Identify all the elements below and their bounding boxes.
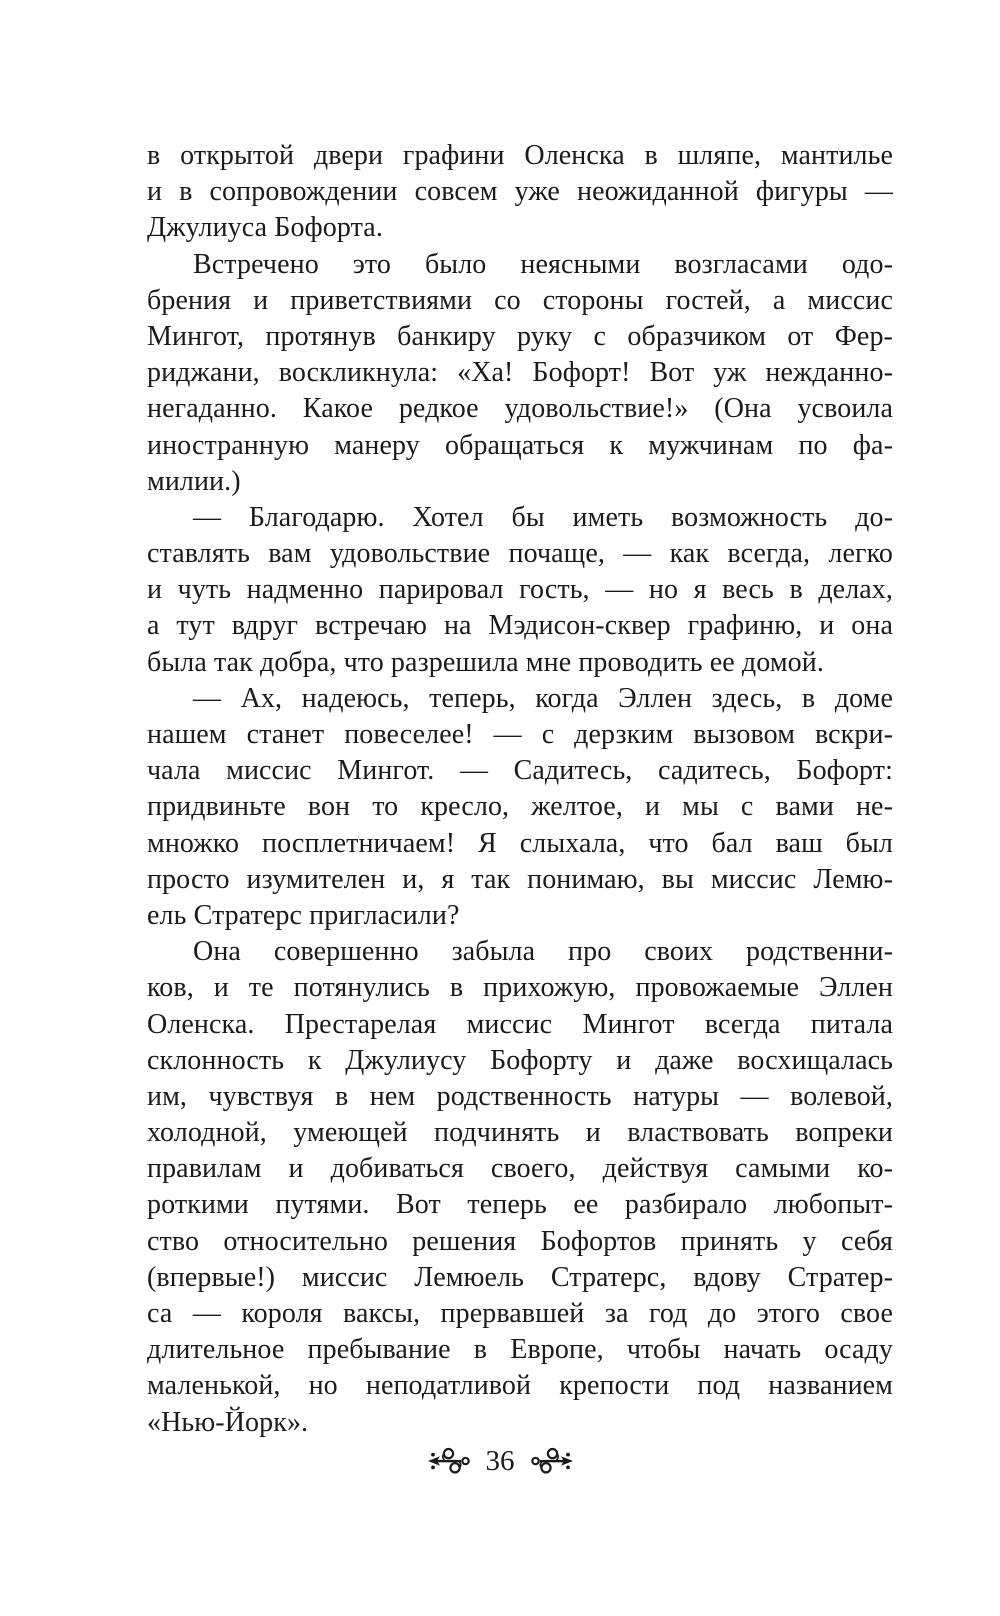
text-line: нашем станет повеселее! — с дерзким вызовом вскри- xyxy=(147,719,893,750)
text-line: маленькой, но неподатливой крепости под названием xyxy=(147,1370,893,1402)
text-line: длительное пребывание в Европе, чтобы начать осаду xyxy=(147,1334,893,1366)
text-line: холодной, умеющей подчинять и властвовать вопреки xyxy=(147,1117,893,1149)
text-line: — Благодарю. Хотел бы иметь возможность до- xyxy=(193,501,893,533)
text-line: Джулиуса Бофорта. xyxy=(147,212,383,244)
text-line: Мингот, протянув банкиру руку с образчиком от Фер- xyxy=(147,320,893,352)
text-line: чала миссис Мингот. — Садитесь, садитесь, Бофорт: xyxy=(147,755,893,787)
text-line: (впервые!) миссис Лемюель Стратерс, вдову Стратер- xyxy=(147,1261,893,1293)
text-line: просто изумителен и, я так понимаю, вы миссис Лемю- xyxy=(147,863,893,895)
text-line: Встречено это было неясными возгласами одо- xyxy=(193,248,893,280)
text-line: в открытой двери графини Оленска в шляпе, мантилье xyxy=(147,140,893,171)
text-line: придвиньте вон то кресло, желтое, и мы с вами не- xyxy=(147,791,893,823)
text-line: а тут вдруг встречаю на Мэдисон-сквер графиню, и она xyxy=(147,610,893,642)
text-line: милии.) xyxy=(147,465,241,497)
text-line: была так добра, что разрешила мне проводить ее домой. xyxy=(147,646,824,678)
text-line: ставлять вам удовольствие почаще, — как всегда, легко xyxy=(147,538,893,570)
text-line: ство относительно решения Бофортов принять у себя xyxy=(147,1225,893,1257)
text-line: Оленска. Престарелая миссис Мингот всегда питала xyxy=(147,1008,893,1040)
text-line: риджани, воскликнула: «Ха! Бофорт! Вот уж нежданно- xyxy=(147,357,893,389)
text-line: ель Стратерс пригласили? xyxy=(147,899,460,931)
text-line: правилам и добиваться своего, действуя самыми ко- xyxy=(147,1153,893,1185)
fleuron-left-icon xyxy=(427,1446,471,1476)
text-line: негаданно. Какое редкое удовольствие!» (Она усвоила xyxy=(147,393,893,425)
text-line: множко посплетничаем! Я слыхала, что бал ваш был xyxy=(147,827,893,859)
text-line: и чуть надменно парировал гость, — но я весь в делах, xyxy=(147,574,893,606)
body-text xyxy=(147,138,893,1441)
text-line: им, чувствуя в нем родственность натуры — волевой, xyxy=(147,1080,893,1112)
fleuron-right-icon xyxy=(530,1446,574,1476)
text-line: «Нью-Йорк». xyxy=(147,1406,309,1438)
text-line: брения и приветствиями со стороны гостей, а миссис xyxy=(147,284,893,316)
page-footer xyxy=(0,1444,1000,1478)
text-line: са — короля ваксы, прервавшей за год до этого свое xyxy=(147,1298,893,1329)
text-line: склонность к Джулиусу Бофорту и даже восхищалась xyxy=(147,1044,893,1076)
text-line: Она совершенно забыла про своих родственни- xyxy=(193,936,893,968)
text-line: иностранную манеру обращаться к мужчинам по фа- xyxy=(147,429,893,461)
text-line: роткими путями. Вот теперь ее разбирало любопыт- xyxy=(147,1189,893,1221)
text-line: и в сопровождении совсем уже неожиданной фигуры — xyxy=(147,176,893,208)
text-line: ков, и те потянулись в прихожую, провожаемые Эллен xyxy=(147,972,893,1004)
page-number: 36 xyxy=(485,1445,515,1477)
text-line: — Ах, надеюсь, теперь, когда Эллен здесь, в доме xyxy=(193,682,893,714)
